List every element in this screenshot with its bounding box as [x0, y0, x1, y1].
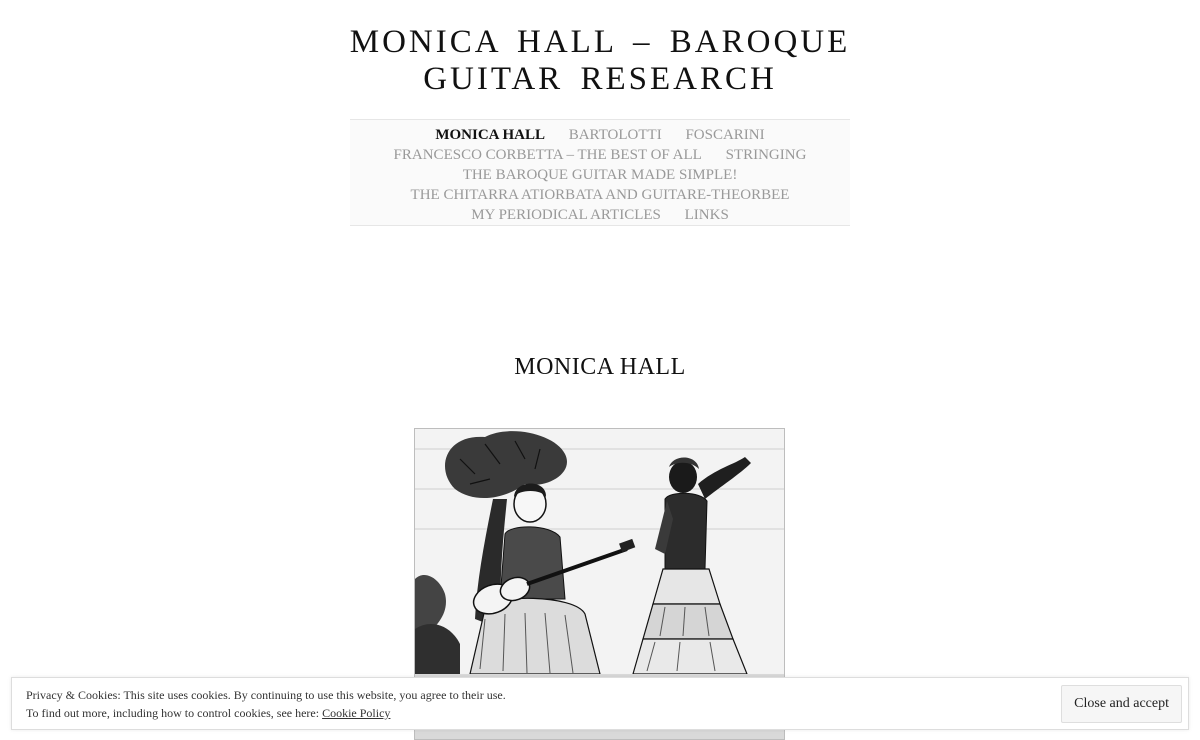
- nav-row-4: [350, 185, 850, 205]
- site-title-line-2[interactable]: GUITAR RESEARCH: [423, 61, 777, 97]
- close-and-accept-button[interactable]: Close and accept: [1061, 685, 1182, 723]
- cookie-policy-link[interactable]: Cookie Policy: [322, 706, 391, 720]
- cookie-notice-line-1: Privacy & Cookies: This site uses cookies. By continuing to use this website, you agree to their use.: [26, 688, 506, 702]
- site-title[interactable]: [0, 24, 1200, 98]
- primary-navigation: [350, 119, 850, 226]
- nav-item-foscarini[interactable]: FOSCARINI: [685, 127, 765, 143]
- cookie-consent-banner: [11, 677, 1189, 730]
- nav-item-francesco-corbetta[interactable]: FRANCESCO CORBETTA – THE BEST OF ALL: [393, 147, 702, 163]
- cookie-notice-text: [26, 686, 506, 722]
- nav-item-periodical-articles[interactable]: MY PERIODICAL ARTICLES: [471, 207, 661, 223]
- nav-row-1: [350, 125, 850, 145]
- cookie-notice-line-2-prefix: To find out more, including how to control cookies, see here:: [26, 706, 323, 720]
- nav-item-baroque-guitar-made-simple[interactable]: THE BAROQUE GUITAR MADE SIMPLE!: [462, 167, 738, 183]
- nav-item-stringing[interactable]: STRINGING: [725, 147, 807, 163]
- site-title-line-1[interactable]: MONICA HALL – BAROQUE: [349, 24, 851, 60]
- cookie-notice-line-2: [26, 704, 506, 722]
- nav-row-2: [350, 145, 850, 165]
- nav-item-monica-hall[interactable]: MONICA HALL: [435, 127, 545, 143]
- nav-row-5: [350, 205, 850, 225]
- nav-item-links[interactable]: LINKS: [684, 207, 729, 223]
- page-title: MONICA HALL: [514, 354, 686, 380]
- nav-row-3: [350, 165, 850, 185]
- nav-item-chitarra-atiorbata[interactable]: THE CHITARRA ATIORBATA AND GUITARE-THEORBEE: [410, 187, 790, 203]
- nav-item-bartolotti[interactable]: BARTOLOTTI: [568, 127, 662, 143]
